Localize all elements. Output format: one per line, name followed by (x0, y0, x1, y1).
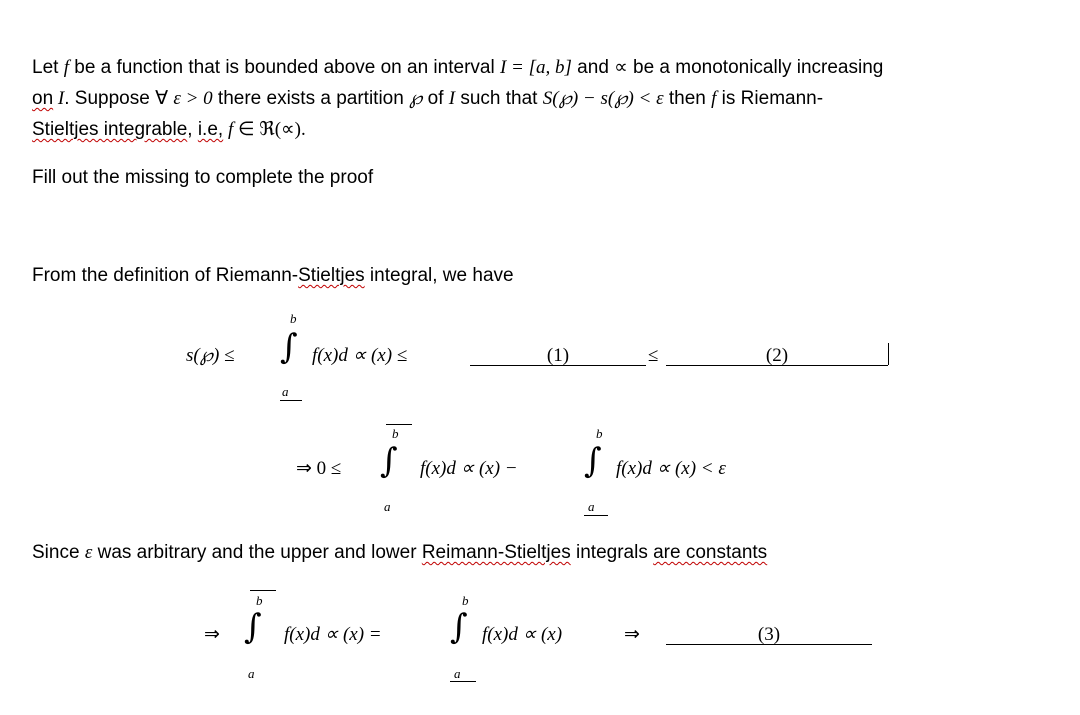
problem-line-3: Stieltjes integrable, i.e, f ∈ ℜ(∝). (32, 119, 306, 140)
eq2-integral-sign-upper: ∫ (380, 441, 398, 481)
eq3-upper-limit-2: b (462, 593, 469, 608)
eq1-leq: ≤ (648, 345, 659, 366)
eq2-lower-bar (584, 515, 608, 516)
text-cursor (888, 343, 889, 365)
blank-1[interactable]: (1) (470, 347, 646, 366)
eq2-integrand-2: f(x)d ∝ (x) < ε (616, 458, 726, 479)
eq3-upper-limit-1: b (256, 593, 263, 608)
eq1-integrand: f(x)d ∝ (x) ≤ (312, 345, 408, 366)
proof-intro: From the definition of Riemann-Stieltjes integral, we have (32, 265, 514, 286)
eq2-integrand-1: f(x)d ∝ (x) − (420, 458, 518, 479)
eq2-lhs: ⇒ 0 ≤ (296, 458, 342, 479)
eq1-upper-limit: b (290, 311, 297, 326)
eq3-answer-3[interactable] (666, 623, 872, 647)
eq2-lower-limit-2: a (588, 499, 595, 514)
instruction: Fill out the missing to complete the proof (32, 167, 374, 188)
eq3-lhs: ⇒ (204, 624, 220, 645)
eq1-lower-limit: a (282, 384, 289, 399)
eq2-integral-sign-lower: ∫ (584, 441, 602, 481)
eq1-answer-1[interactable] (470, 344, 646, 368)
blank-2[interactable]: (2) (666, 347, 888, 366)
eq3-integrand-1: f(x)d ∝ (x) = (284, 624, 382, 645)
problem-line-1: Let f be a function that is bounded above on an interval I = [a, b] and ∝ be a monotonically increasing (32, 57, 884, 78)
eq1-answer-2[interactable] (666, 344, 888, 368)
eq2-upper-bar (386, 424, 412, 425)
eq3-lower-bar (450, 681, 476, 682)
eq3-lower-limit-2: a (454, 666, 461, 681)
eq3-lower-limit-1: a (248, 666, 255, 681)
eq3-integral-sign-lower: ∫ (450, 607, 468, 647)
eq3-implies: ⇒ (624, 624, 640, 645)
eq1-integral-sign: ∫ (280, 327, 298, 367)
blank-3[interactable]: (3) (666, 626, 872, 645)
eq3-integrand-2: f(x)d ∝ (x) (482, 624, 563, 645)
eq3-integral-sign-upper: ∫ (244, 607, 262, 647)
eq2-upper-limit-1: b (392, 426, 399, 441)
eq1-lower-bar (280, 400, 302, 401)
problem-line-2: on I. Suppose ∀ ε > 0 there exists a partition ℘ of I such that S(℘) − s(℘) < ε then f is Riemann- (32, 88, 824, 109)
eq1-lhs: s(℘) ≤ (186, 345, 235, 366)
eq2-lower-limit-1: a (384, 499, 391, 514)
eq2-upper-limit-2: b (596, 426, 603, 441)
eq3-upper-bar (250, 590, 276, 591)
since-line: Since ε was arbitrary and the upper and lower Reimann-Stieltjes integrals are constants (32, 542, 768, 563)
